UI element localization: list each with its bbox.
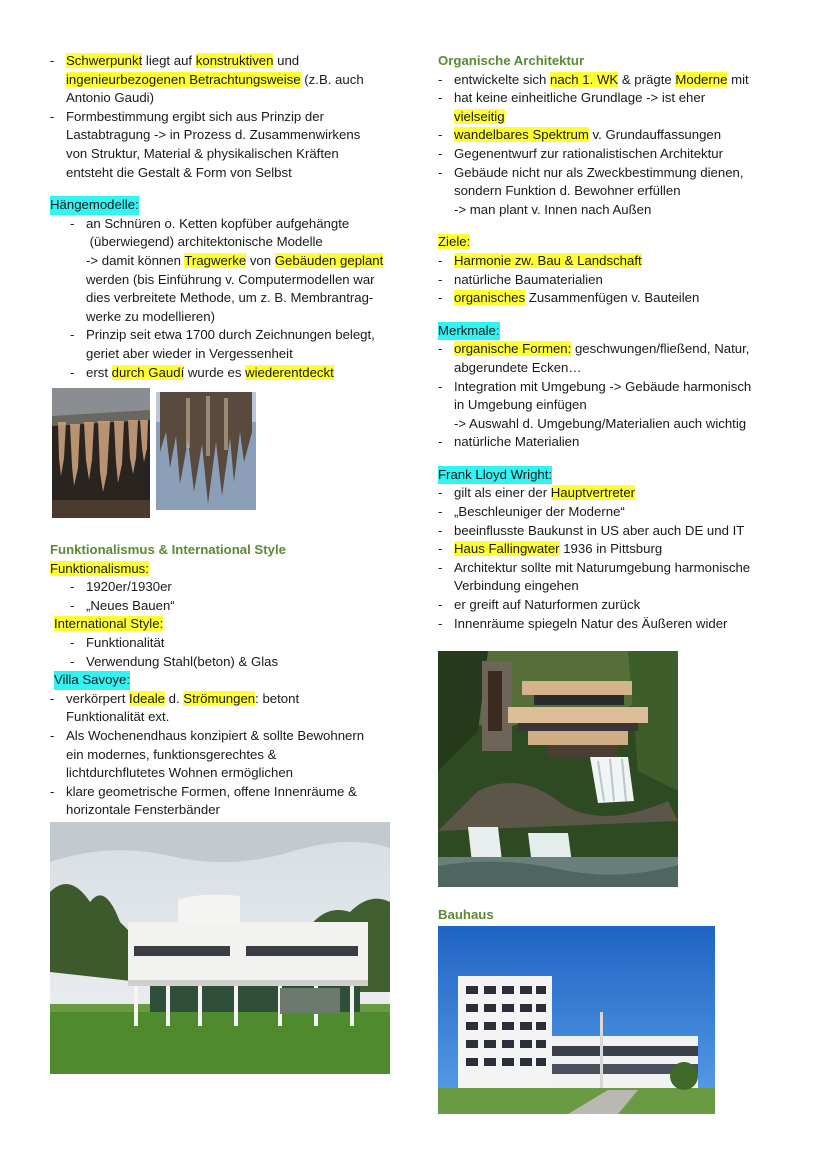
list-line <box>438 522 793 541</box>
bullet-dash: - <box>438 378 443 394</box>
list-line <box>438 126 793 145</box>
bullet-dash: - <box>438 145 443 161</box>
text-segment: Innenräume spiegeln Natur des Äußeren wider <box>454 615 728 631</box>
organische-architektur-title: Organische Architektur <box>438 53 585 68</box>
text-segment: Als Wochenendhaus konzipiert & sollte Bewohnern <box>66 727 365 743</box>
bullet-dash: - <box>50 727 55 743</box>
list-line <box>50 364 400 383</box>
list-line <box>438 252 793 271</box>
list-line <box>50 746 400 765</box>
bullet-dash: - <box>70 634 75 650</box>
bullet-dash: - <box>438 252 443 268</box>
list-line <box>438 89 793 108</box>
haengemodelle-list <box>50 215 400 382</box>
text-segment: sondern Funktion d. Bewohner erfüllen <box>454 183 681 199</box>
text-segment: Formbestimmung ergibt sich aus Prinzip der <box>66 108 324 124</box>
text-segment: entsteht die Gestalt & Form von Selbst <box>66 164 292 180</box>
highlighted-text: durch Gaudí <box>111 364 185 380</box>
list-line <box>438 540 793 559</box>
list-line <box>50 597 400 616</box>
bullet-dash: - <box>70 364 75 380</box>
bullet-dash: - <box>50 783 55 799</box>
bullet-dash: - <box>438 615 443 631</box>
text-segment: v. Grundauffassungen <box>588 127 722 143</box>
text-segment: werden (bis Einführung v. Computermodellen war <box>86 271 375 287</box>
list-line <box>50 764 400 783</box>
bullet-dash: - <box>70 327 75 343</box>
bullet-dash: - <box>438 71 443 87</box>
bullet-dash: - <box>438 485 443 501</box>
text-segment: natürliche Baumaterialien <box>454 271 603 287</box>
list-line <box>50 727 400 746</box>
text-segment: Zusammenfügen v. Bauteilen <box>525 290 700 306</box>
list-line <box>50 108 400 127</box>
text-segment: an Schnüren o. Ketten kopfüber aufgehängte <box>86 215 350 231</box>
list-line <box>438 145 793 164</box>
text-segment: (z.B. auch <box>300 71 364 87</box>
list-line <box>50 326 400 345</box>
funktionalismus-list <box>50 578 400 615</box>
text-segment: von Struktur, Material & physikalischen Kräften <box>66 145 339 161</box>
bullet-dash: - <box>438 90 443 106</box>
text-segment: lichtdurchflutetes Wohnen ermöglichen <box>66 765 294 781</box>
list-line <box>438 201 793 220</box>
bullet-dash: - <box>50 108 55 124</box>
intro-list <box>50 52 400 182</box>
text-segment: 1920er/1930er <box>86 579 172 595</box>
list-line <box>50 71 400 90</box>
bullet-dash: - <box>438 341 443 357</box>
highlighted-text: Haus Fallingwater <box>454 541 560 557</box>
list-line <box>50 578 400 597</box>
list-line <box>438 164 793 183</box>
text-segment: wurde es <box>184 364 246 380</box>
text-segment: -> Auswahl d. Umgebung/Materialien auch wichtig <box>454 415 747 431</box>
text-segment: verkörpert <box>66 690 130 706</box>
text-segment: Funktionalität ext. <box>66 709 170 725</box>
highlighted-text: ingenieurbezogenen Betrachtungsweise <box>66 71 301 87</box>
list-line <box>438 484 793 503</box>
highlighted-text: Gebäuden geplant <box>274 252 384 268</box>
list-line <box>438 615 793 634</box>
list-line <box>50 271 400 290</box>
bullet-dash: - <box>438 271 443 287</box>
text-segment: Prinzip seit etwa 1700 durch Zeichnungen belegt, <box>86 327 375 343</box>
text-segment: (überwiegend) architektonische Modelle <box>86 234 323 250</box>
text-segment: abgerundete Ecken… <box>454 359 582 375</box>
text-segment: Integration mit Umgebung -> Gebäude harmonisch <box>454 378 752 394</box>
hanging-model-photo-2 <box>156 392 256 510</box>
text-segment: -> damit können <box>86 252 185 268</box>
bullet-dash: - <box>438 290 443 306</box>
highlighted-text: Ideale <box>129 690 165 706</box>
villa-savoye-heading: Villa Savoye: <box>54 671 130 690</box>
list-line <box>438 182 793 201</box>
bullet-dash: - <box>70 579 75 595</box>
text-segment: entwickelte sich <box>454 71 551 87</box>
text-segment: Gebäude nicht nur als Zweckbestimmung dienen, <box>454 164 744 180</box>
text-segment: Lastabtragung -> in Prozess d. Zusammenwirkens <box>66 127 361 143</box>
list-line <box>50 801 400 820</box>
list-line <box>438 378 793 397</box>
international-style-heading: International Style: <box>54 616 164 632</box>
list-line <box>438 596 793 615</box>
highlighted-text: organische Formen: <box>454 341 572 357</box>
list-line <box>50 345 400 364</box>
list-line <box>50 308 400 327</box>
text-segment: 1936 in Pittsburg <box>559 541 663 557</box>
frank-lloyd-wright-heading: Frank Lloyd Wright: <box>438 466 552 485</box>
text-segment: & prägte <box>618 71 676 87</box>
villa-savoye-list <box>50 690 400 820</box>
text-segment: Antonio Gaudi) <box>66 90 154 106</box>
highlighted-text: Hauptvertreter <box>550 485 636 501</box>
highlighted-text: wandelbares Spektrum <box>454 127 589 143</box>
ziele-list <box>438 252 793 308</box>
highlighted-text: wiederentdeckt <box>245 364 334 380</box>
text-segment: geriet aber wieder in Vergessenheit <box>86 345 293 361</box>
highlighted-text: Moderne <box>675 71 728 87</box>
text-segment: Funktionalität <box>86 634 165 650</box>
text-segment: „Neues Bauen“ <box>86 597 175 613</box>
list-line <box>50 233 400 252</box>
highlighted-text: vielseitig <box>454 108 505 124</box>
villa-savoye-photo <box>50 822 390 1074</box>
text-segment: ein modernes, funktionsgerechtes & <box>66 746 277 762</box>
list-line <box>50 634 400 653</box>
merkmale-list <box>438 340 793 452</box>
highlighted-text: konstruktiven <box>195 53 274 68</box>
list-line <box>438 71 793 90</box>
highlighted-text: Tragwerke <box>184 252 247 268</box>
list-line <box>50 126 400 145</box>
list-line <box>438 271 793 290</box>
bullet-dash: - <box>438 541 443 557</box>
bullet-dash: - <box>438 127 443 143</box>
organische-list <box>438 71 793 220</box>
list-line <box>438 577 793 596</box>
hanging-model-photo-1 <box>52 388 150 518</box>
text-segment: hat keine einheitliche Grundlage -> ist eher <box>454 90 706 106</box>
bullet-dash: - <box>50 690 55 706</box>
bullet-dash: - <box>438 164 443 180</box>
list-line <box>438 415 793 434</box>
bullet-dash: - <box>50 53 55 68</box>
list-line <box>438 289 793 308</box>
list-line <box>50 653 400 672</box>
text-segment: horizontale Fensterbänder <box>66 802 220 818</box>
list-line <box>438 559 793 578</box>
bauhaus-photo <box>438 926 715 1114</box>
bullet-dash: - <box>438 597 443 613</box>
text-segment: natürliche Materialien <box>454 434 580 450</box>
text-segment: gilt als einer der <box>454 485 551 501</box>
list-line <box>438 340 793 359</box>
list-line <box>438 503 793 522</box>
text-segment: Architektur sollte mit Naturumgebung harmonische <box>454 559 751 575</box>
left-column <box>50 52 400 382</box>
list-line <box>50 252 400 271</box>
list-line <box>438 359 793 378</box>
highlighted-text: nach 1. WK <box>550 71 619 87</box>
right-column <box>438 52 793 633</box>
bauhaus-title: Bauhaus <box>438 907 494 922</box>
ziele-heading: Ziele: <box>438 234 471 250</box>
bullet-dash: - <box>70 215 75 231</box>
funktionalismus-title: Funktionalismus & International Style <box>50 542 286 557</box>
funktionalismus-section <box>50 541 400 820</box>
bullet-dash: - <box>70 653 75 669</box>
international-style-list <box>50 634 400 671</box>
list-line <box>438 108 793 127</box>
bullet-dash: - <box>70 597 75 613</box>
list-line <box>50 783 400 802</box>
highlighted-text: organisches <box>454 290 526 306</box>
text-segment: beeinflusste Baukunst in US aber auch DE und IT <box>454 522 745 538</box>
text-segment: in Umgebung einfügen <box>454 397 587 413</box>
text-segment: mit <box>727 71 749 87</box>
text-segment: er greift auf Naturformen zurück <box>454 597 641 613</box>
list-line <box>50 708 400 727</box>
list-line <box>50 52 400 71</box>
fallingwater-photo <box>438 651 678 887</box>
bullet-dash: - <box>438 434 443 450</box>
bullet-dash: - <box>438 522 443 538</box>
list-line <box>438 396 793 415</box>
frank-lloyd-wright-list <box>438 484 793 633</box>
text-segment: Verwendung Stahl(beton) & Glas <box>86 653 279 669</box>
list-line <box>50 690 400 709</box>
text-segment: von <box>246 252 275 268</box>
text-segment: : betont <box>255 690 300 706</box>
text-segment: und <box>273 53 300 68</box>
list-line <box>438 433 793 452</box>
list-line <box>50 145 400 164</box>
list-line <box>50 89 400 108</box>
text-segment: dies verbreitete Methode, um z. B. Membrantrag- <box>86 290 374 306</box>
bullet-dash: - <box>438 559 443 575</box>
text-segment: „Beschleuniger der Moderne“ <box>454 504 625 520</box>
text-segment: d. <box>164 690 184 706</box>
list-line <box>50 215 400 234</box>
list-line <box>50 164 400 183</box>
text-segment: -> man plant v. Innen nach Außen <box>454 201 652 217</box>
highlighted-text: Strömungen <box>183 690 256 706</box>
highlighted-text: Harmonie zw. Bau & Landschaft <box>454 252 642 268</box>
text-segment: geschwungen/fließend, Natur, <box>571 341 750 357</box>
highlighted-text: Schwerpunkt <box>66 53 143 68</box>
text-segment: klare geometrische Formen, offene Innenräume & <box>66 783 357 799</box>
text-segment: Gegenentwurf zur rationalistischen Architektur <box>454 145 724 161</box>
text-segment: liegt auf <box>142 53 196 68</box>
list-line <box>50 289 400 308</box>
text-segment: Verbindung eingehen <box>454 578 579 594</box>
bullet-dash: - <box>438 504 443 520</box>
funktionalismus-heading: Funktionalismus: <box>50 560 149 576</box>
text-segment: werke zu modellieren) <box>86 308 215 324</box>
haengemodelle-heading: Hängemodelle: <box>50 196 139 215</box>
merkmale-heading: Merkmale: <box>438 322 500 341</box>
text-segment: erst <box>86 364 112 380</box>
